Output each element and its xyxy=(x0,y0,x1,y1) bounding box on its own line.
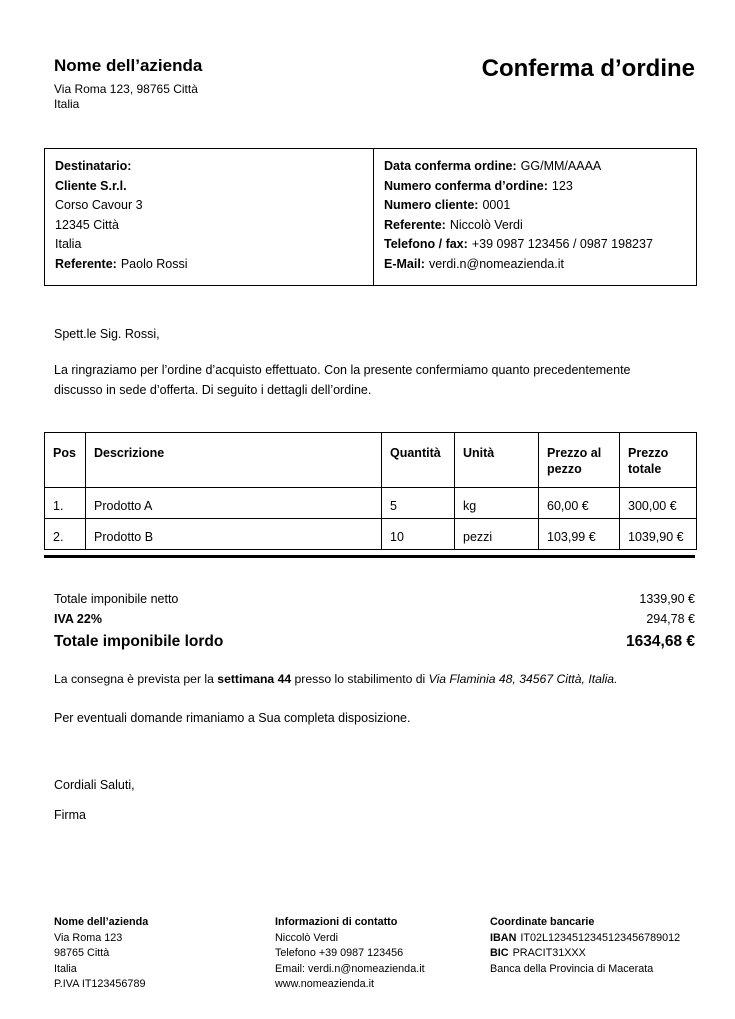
footer-contact-website: www.nomeazienda.it xyxy=(275,978,375,990)
sender-country: Italia xyxy=(54,97,80,111)
header-prezzo-al-pezzo: Prezzo al pezzo xyxy=(539,433,620,488)
delivery-suffix: . xyxy=(614,672,618,686)
header-prezzo-totale: Prezzo totale xyxy=(620,433,697,488)
order-info-row xyxy=(384,157,686,177)
footer-company-title: Nome dell’azienda xyxy=(54,916,149,928)
order-info-section xyxy=(374,149,696,285)
order-info-row xyxy=(384,177,686,197)
email-value: verdi.n@nomeazienda.it xyxy=(428,256,564,271)
cell-prezzo-totale: 300,00 € xyxy=(620,488,697,519)
footer-company-column xyxy=(54,915,275,993)
email-label: E-Mail: xyxy=(384,256,425,271)
order-number-label: Numero conferma d’ordine: xyxy=(384,178,548,193)
cell-unita: pezzi xyxy=(455,519,539,550)
recipient-name: Cliente S.r.l. xyxy=(55,178,127,193)
questions-paragraph: Per eventuali domande rimaniamo a Sua completa disposizione. xyxy=(54,711,411,725)
footer-company-city: 98765 Città xyxy=(54,947,110,959)
sender-company-name: Nome dell’azienda xyxy=(54,56,203,75)
footer-contact-column xyxy=(275,915,490,993)
table-row xyxy=(45,519,697,550)
cell-prezzo-totale: 1039,90 € xyxy=(620,519,697,550)
recipient-contact xyxy=(55,255,363,275)
delivery-week: settimana 44 xyxy=(217,672,292,686)
header-pos: Pos xyxy=(45,433,86,488)
footer-contact-phone: Telefono +39 0987 123456 xyxy=(275,947,404,959)
table-header-row xyxy=(45,433,697,488)
phone-fax-label: Telefono / fax: xyxy=(384,237,468,252)
footer-bank-title: Coordinate bancarie xyxy=(490,916,595,928)
intro-paragraph: La ringraziamo per l’ordine d’acquisto effettuato. Con la presente confermiamo quanto precedentemente discusso in sede d’offerta. Di seguito i dettagli dell’ordine. xyxy=(54,363,631,397)
totals-net-label: Totale imponibile netto xyxy=(54,592,179,606)
items-table xyxy=(44,432,697,550)
customer-number-value: 0001 xyxy=(482,198,511,213)
cell-prezzo-al-pezzo: 60,00 € xyxy=(539,488,620,519)
footer-contact-title: Informazioni di contatto xyxy=(275,916,398,928)
header-quantita: Quantità xyxy=(382,433,455,488)
letterhead xyxy=(54,56,695,112)
cell-prezzo-al-pezzo: 103,99 € xyxy=(539,519,620,550)
footer-bic-line xyxy=(490,946,697,962)
delivery-prefix: La consegna è prevista per la xyxy=(54,672,218,686)
cell-pos: 2. xyxy=(45,519,86,550)
phone-fax-value: +39 0987 123456 / 0987 198237 xyxy=(471,237,653,252)
header-descrizione: Descrizione xyxy=(86,433,382,488)
footer xyxy=(54,915,697,993)
totals-gross-label: Totale imponibile lordo xyxy=(54,633,224,650)
recipient-country: Italia xyxy=(55,237,82,252)
order-info-row xyxy=(384,255,686,275)
order-contact-value: Niccolò Verdi xyxy=(449,217,523,232)
regards-line: Cordiali Saluti, xyxy=(54,778,135,792)
footer-company-country: Italia xyxy=(54,962,77,975)
cell-unita: kg xyxy=(455,488,539,519)
footer-company-vat: P.IVA IT123456789 xyxy=(54,978,146,990)
cell-quantita: 5 xyxy=(382,488,455,519)
totals-net-value: 1339,90 € xyxy=(639,592,695,606)
totals-vat-value: 294,78 € xyxy=(646,611,695,626)
document-title: Conferma d’ordine xyxy=(481,55,695,82)
footer-bank-name: Banca della Provincia di Macerata xyxy=(490,962,654,975)
customer-number-label: Numero cliente: xyxy=(384,198,479,213)
table-row xyxy=(45,488,697,519)
section-divider-rule xyxy=(44,555,695,558)
delivery-paragraph xyxy=(54,672,617,686)
footer-contact-name: Niccolò Verdi xyxy=(275,931,339,944)
sender-address: Via Roma 123, 98765 Città xyxy=(54,82,198,96)
recipient-contact-label: Referente: xyxy=(55,256,117,271)
cell-pos: 1. xyxy=(45,488,86,519)
recipient-label: Destinatario: xyxy=(55,159,132,173)
iban-value: IT02L1234512345123456789012 xyxy=(520,931,681,944)
totals-gross-row xyxy=(54,630,695,653)
delivery-mid: presso lo stabilimento di xyxy=(291,672,429,686)
footer-contact-email: Email: verdi.n@nomeazienda.it xyxy=(275,962,425,975)
footer-iban-line xyxy=(490,931,697,947)
footer-bank-column xyxy=(490,915,697,993)
cell-descrizione: Prodotto A xyxy=(86,488,382,519)
cell-descrizione: Prodotto B xyxy=(86,519,382,550)
salutation: Spett.le Sig. Rossi, xyxy=(54,327,160,341)
order-date-value: GG/MM/AAAA xyxy=(520,159,602,173)
order-number-value: 123 xyxy=(551,178,573,193)
items-table-wrapper xyxy=(44,432,697,550)
totals-vat-label: IVA 22% xyxy=(54,611,102,626)
recipient-section xyxy=(45,149,374,285)
bic-value: PRACIT31XXX xyxy=(512,947,586,959)
totals-net-row xyxy=(54,590,695,610)
recipient-contact-value: Paolo Rossi xyxy=(120,256,188,271)
info-box xyxy=(44,148,697,286)
recipient-street: Corso Cavour 3 xyxy=(55,198,143,213)
order-info-row xyxy=(384,196,686,216)
totals-section xyxy=(54,590,695,653)
bic-label: BIC xyxy=(490,947,509,959)
recipient-city: 12345 Città xyxy=(55,217,119,232)
order-contact-label: Referente: xyxy=(384,217,446,232)
signature-line: Firma xyxy=(54,808,86,822)
delivery-address: Via Flaminia 48, 34567 Città, Italia xyxy=(428,672,615,686)
order-info-row xyxy=(384,235,686,255)
iban-label: IBAN xyxy=(490,931,517,944)
totals-vat-row xyxy=(54,610,695,630)
order-date-label: Data conferma ordine: xyxy=(384,159,517,173)
footer-company-street: Via Roma 123 xyxy=(54,931,123,944)
sender-block xyxy=(54,56,202,112)
cell-quantita: 10 xyxy=(382,519,455,550)
header-unita: Unità xyxy=(455,433,539,488)
order-info-row xyxy=(384,216,686,236)
totals-gross-value: 1634,68 € xyxy=(626,633,695,650)
